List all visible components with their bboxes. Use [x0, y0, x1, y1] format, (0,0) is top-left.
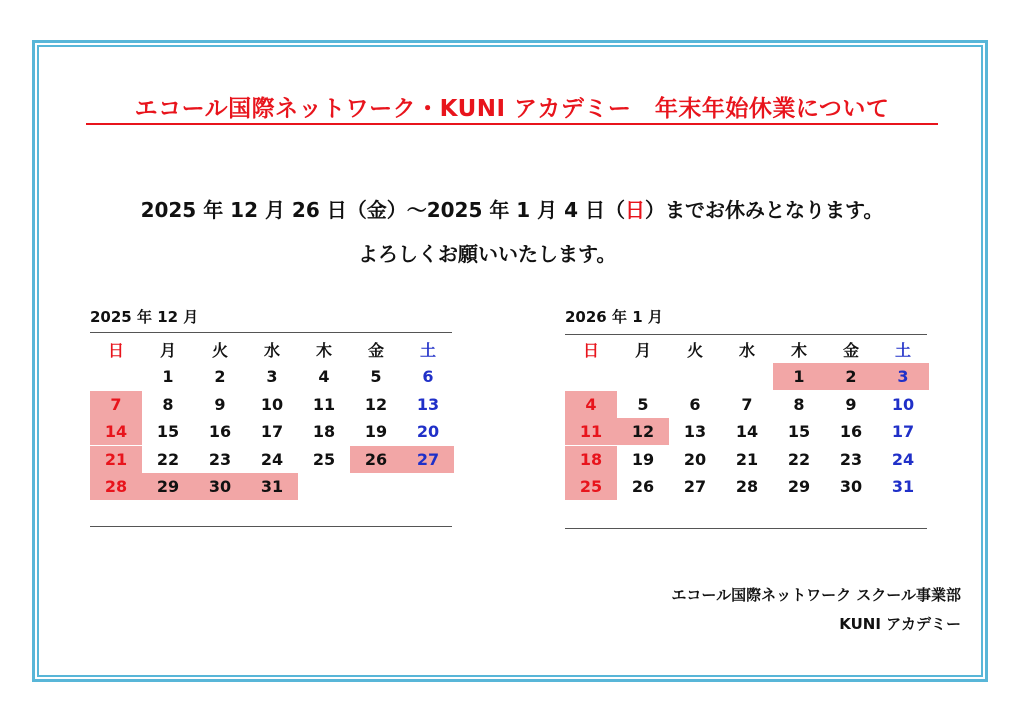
weekday-header: 木 [315, 341, 332, 360]
calendar-day: 16 [839, 422, 863, 441]
calendar-day: 31 [891, 477, 915, 496]
calendar-day: 18 [312, 422, 336, 441]
calendar-day: 16 [208, 422, 232, 441]
calendar-day: 19 [631, 449, 655, 469]
weekday-header: 火 [686, 341, 703, 360]
notice-period [60, 194, 964, 223]
calendar-day: 8 [162, 394, 174, 414]
calendar-day-holiday: 14 [90, 418, 142, 445]
calendar-day: 30 [839, 477, 863, 496]
calendar-day: 24 [260, 449, 284, 469]
calendar-day: 5 [637, 394, 649, 414]
weekday-header: 日 [582, 341, 599, 360]
calendar-day: 19 [364, 422, 388, 441]
weekday-header: 水 [738, 341, 755, 360]
calendar-day: 21 [735, 449, 759, 469]
calendar-day: 23 [208, 449, 232, 469]
calendar-day: 24 [891, 449, 915, 469]
calendar-day: 3 [266, 367, 278, 386]
calendar-bottom-rule [90, 526, 452, 527]
calendar-day: 20 [416, 422, 440, 441]
calendar-day: 23 [839, 449, 863, 469]
calendar-day: 17 [891, 422, 915, 441]
calendar-day-holiday: 27 [402, 446, 454, 473]
weekday-header: 火 [211, 341, 228, 360]
calendar-day: 26 [631, 477, 655, 496]
weekday-header: 水 [263, 341, 280, 360]
calendar-day: 15 [156, 422, 180, 441]
calendar-day: 22 [787, 449, 811, 469]
calendar-day: 25 [312, 449, 336, 469]
calendar-day-holiday: 28 [90, 473, 142, 500]
calendar-day-holiday: 29 [142, 473, 194, 500]
calendar-day: 6 [689, 394, 701, 414]
calendar-top-rule [565, 334, 927, 335]
calendar-day: 6 [422, 367, 434, 386]
weekday-header: 金 [367, 341, 384, 360]
notice-title: エコール国際ネットワーク・KUNI アカデミー 年末年始休業について [134, 96, 890, 122]
weekday-header: 金 [842, 341, 859, 360]
calendar-day: 1 [162, 367, 174, 386]
weekday-header: 月 [159, 341, 176, 360]
weekday-header: 土 [894, 341, 911, 360]
calendar-day: 11 [312, 394, 336, 414]
calendar-day: 28 [735, 477, 759, 496]
notice-greeting: よろしくお願いいたします。 [358, 242, 617, 266]
calendar-day: 29 [787, 477, 811, 496]
notice-period-end: ）までお休みとなります。 [645, 198, 884, 222]
calendar-top-rule [90, 332, 452, 333]
footer-division: エコール国際ネットワーク スクール事業部 [671, 586, 961, 604]
calendar-day: 22 [156, 449, 180, 469]
calendar-day: 9 [214, 394, 226, 414]
calendar-day-holiday: 25 [565, 473, 617, 500]
calendar-day: 8 [793, 394, 805, 414]
calendar-day-holiday: 18 [565, 446, 617, 473]
calendar-day-holiday: 7 [90, 391, 142, 418]
footer-academy: KUNI アカデミー [839, 615, 961, 633]
calendar-day: 12 [364, 394, 388, 414]
calendar-day-holiday: 4 [565, 391, 617, 418]
notice-period-start: 2025 年 12 月 26 日（金）～2025 年 1 月 4 日（ [140, 198, 626, 222]
weekday-header: 月 [634, 341, 651, 360]
notice-period-sunday: 日 [625, 198, 646, 222]
calendar-day: 17 [260, 422, 284, 441]
weekday-header: 日 [107, 341, 124, 360]
calendar-day-holiday: 12 [617, 418, 669, 445]
calendar-day-holiday: 21 [90, 446, 142, 473]
calendar-day: 14 [735, 422, 759, 441]
calendar-day: 2 [214, 367, 226, 386]
calendar-day-holiday: 11 [565, 418, 617, 445]
calendar-day-holiday: 30 [194, 473, 246, 500]
calendar-day: 13 [683, 422, 707, 441]
title-underline [86, 123, 938, 125]
calendar-day: 10 [891, 394, 915, 414]
calendar-day: 15 [787, 422, 811, 441]
calendar-day: 13 [416, 394, 440, 414]
calendar-day-holiday: 26 [350, 446, 402, 473]
calendar-day: 7 [741, 394, 753, 414]
calendar-day: 9 [845, 394, 857, 414]
calendar-day: 20 [683, 449, 707, 469]
calendar-day: 5 [370, 367, 382, 386]
weekday-header: 木 [790, 341, 807, 360]
calendar-title: 2025 年 12 月 [90, 308, 199, 326]
calendar-day-holiday: 1 [773, 363, 825, 390]
calendar-day: 4 [318, 367, 330, 386]
calendar-day-holiday: 31 [246, 473, 298, 500]
calendar-day: 27 [683, 477, 707, 496]
calendar-day: 10 [260, 394, 284, 414]
weekday-header: 土 [419, 341, 436, 360]
calendar-title: 2026 年 1 月 [565, 308, 663, 326]
calendar-day-holiday: 3 [877, 363, 929, 390]
calendar-day-holiday: 2 [825, 363, 877, 390]
calendar-bottom-rule [565, 528, 927, 529]
